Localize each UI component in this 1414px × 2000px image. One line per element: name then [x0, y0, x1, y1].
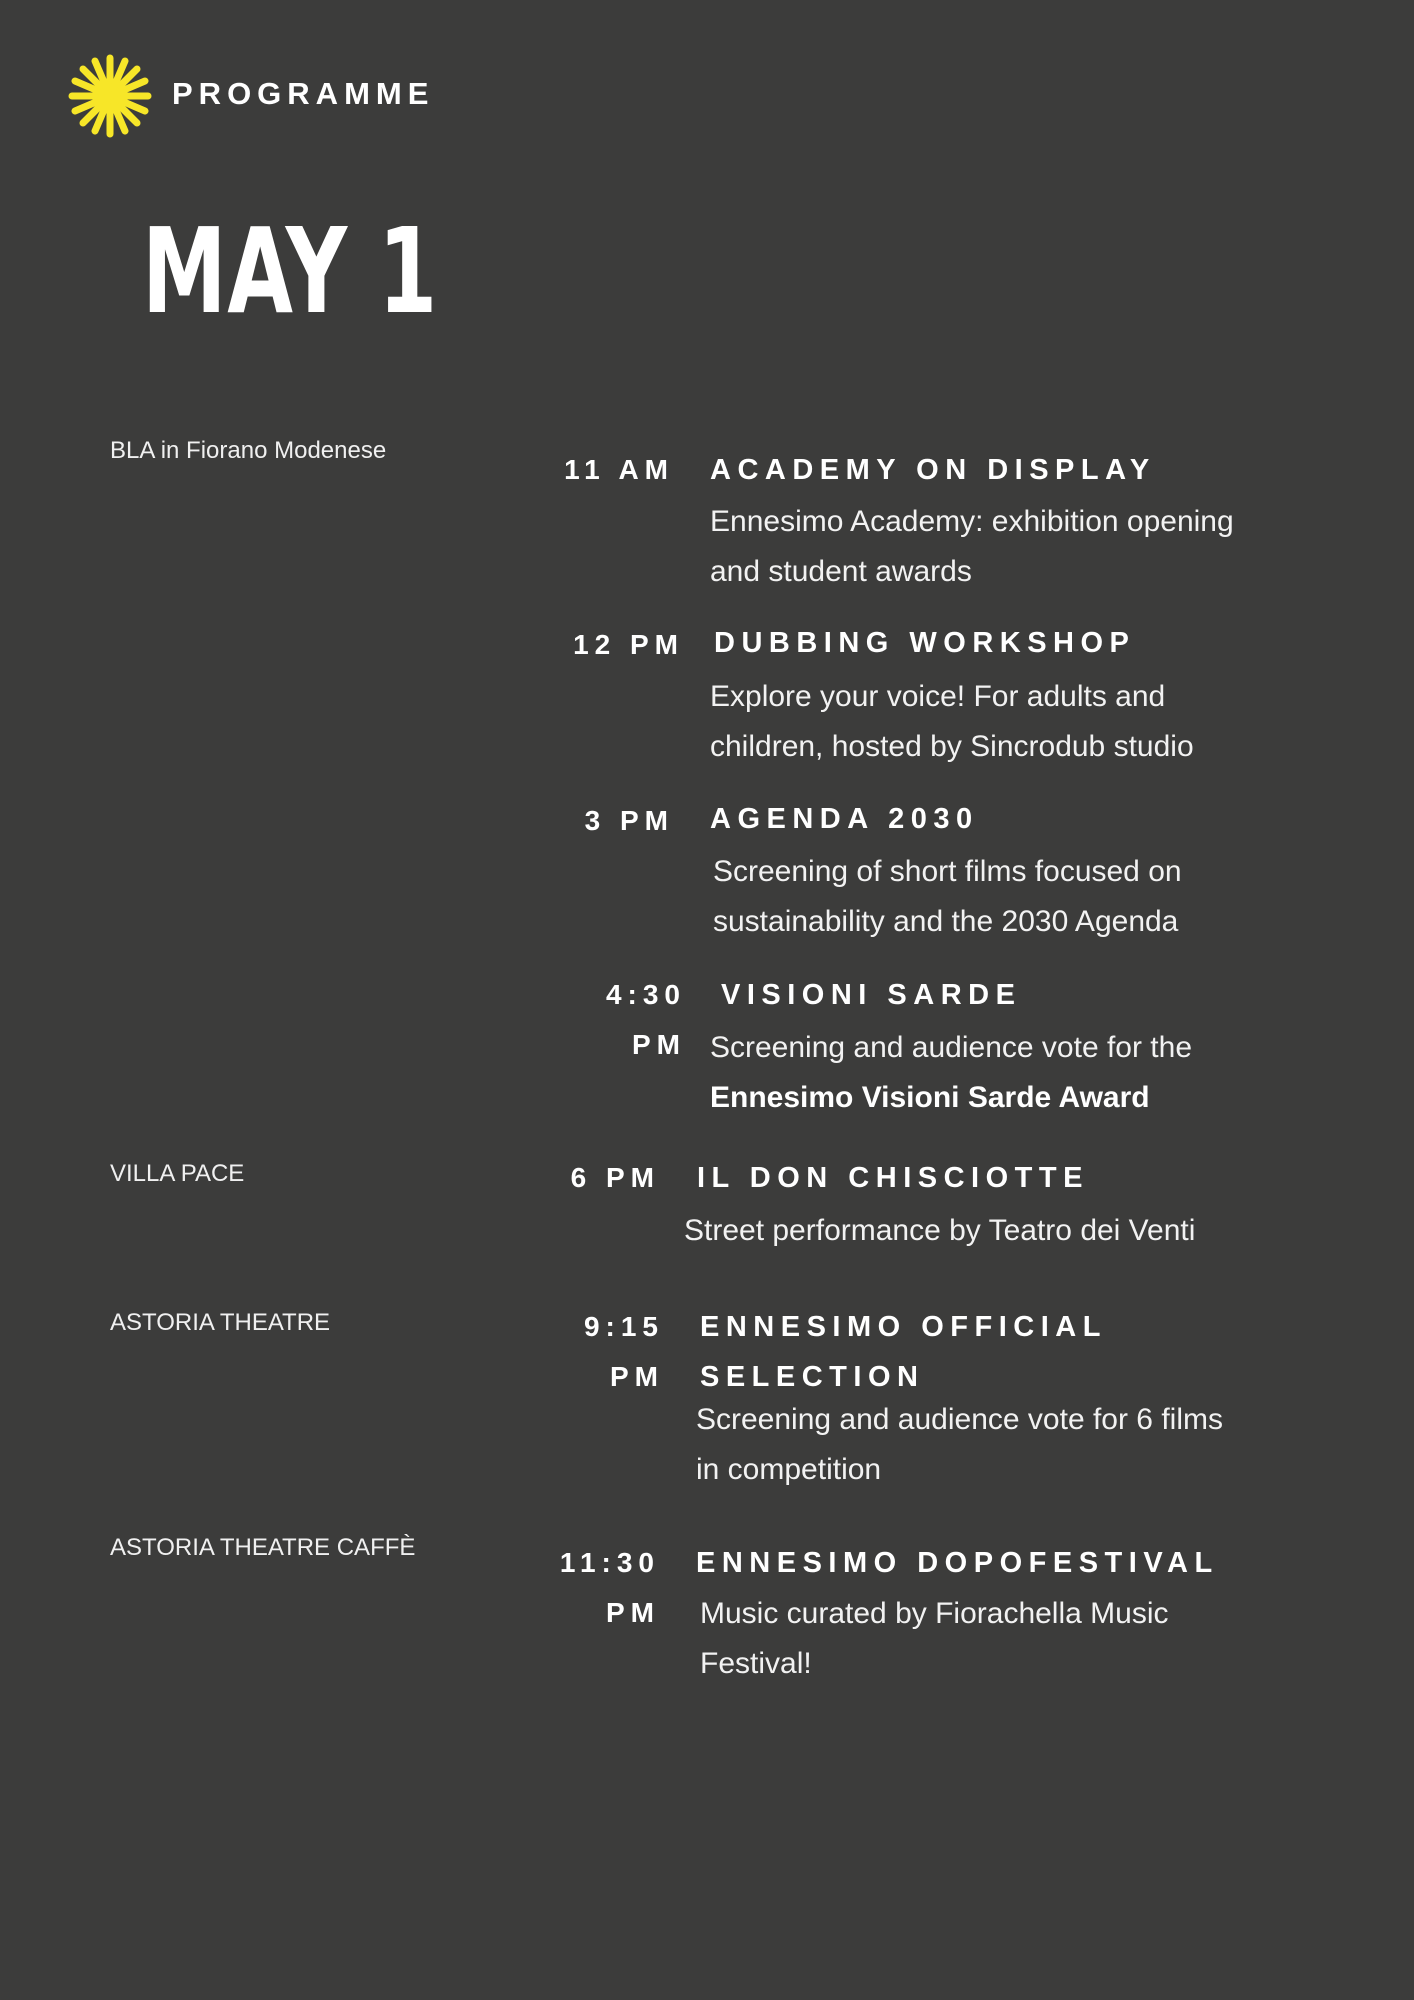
- event-time: 9:15: [583, 1311, 664, 1342]
- award-name: Ennesimo Visioni Sarde Award: [710, 1081, 1150, 1114]
- event-time: PM: [632, 1029, 686, 1060]
- event-time: 4:30: [605, 979, 686, 1010]
- venue-label: ASTORIA THEATRE CAFFÈ: [110, 1534, 416, 1561]
- event-description: children, hosted by Sincrodub studio: [710, 730, 1194, 763]
- venue-label: VILLA PACE: [110, 1160, 245, 1187]
- date-heading: MAY 1: [142, 202, 438, 340]
- event-time: 12 PM: [573, 629, 684, 660]
- venue-label: BLA in Fiorano Modenese: [110, 437, 387, 464]
- event-description: Street performance by Teatro dei Venti: [684, 1214, 1196, 1247]
- event-description: Screening and audience vote for 6 films: [696, 1403, 1223, 1436]
- event-title: SELECTION: [700, 1361, 925, 1393]
- event-description: and student awards: [710, 555, 972, 588]
- venue-label: ASTORIA THEATRE: [110, 1309, 331, 1336]
- event-title: VISIONI SARDE: [721, 979, 1022, 1011]
- event-description: in competition: [696, 1453, 882, 1486]
- event-title: ENNESIMO OFFICIAL: [700, 1311, 1107, 1343]
- sunburst-icon: [68, 54, 152, 138]
- event-description: Explore your voice! For adults and: [710, 680, 1166, 713]
- event-title: IL DON CHISCIOTTE: [697, 1162, 1089, 1194]
- event-description: Screening of short films focused on: [713, 855, 1182, 888]
- event-description: Ennesimo Academy: exhibition opening: [710, 505, 1234, 538]
- event-time: 11 AM: [564, 454, 674, 485]
- event-description: [710, 1073, 1150, 1123]
- event-title: AGENDA 2030: [710, 803, 979, 835]
- event-time: PM: [610, 1361, 664, 1392]
- event-time: PM: [606, 1597, 660, 1628]
- event-description: sustainability and the 2030 Agenda: [713, 905, 1179, 938]
- event-description: Festival!: [700, 1647, 812, 1680]
- event-time: 11:30: [559, 1547, 660, 1578]
- programme-title: PROGRAMME: [172, 76, 435, 111]
- event-title: DUBBING WORKSHOP: [714, 627, 1136, 659]
- event-title: ACADEMY ON DISPLAY: [710, 454, 1156, 486]
- event-time: 3 PM: [584, 805, 674, 836]
- event-description: Music curated by Fiorachella Music: [700, 1597, 1169, 1630]
- event-title: ENNESIMO DOPOFESTIVAL: [696, 1547, 1219, 1579]
- event-time: 6 PM: [570, 1162, 660, 1193]
- event-description: Screening and audience vote for the: [710, 1031, 1193, 1064]
